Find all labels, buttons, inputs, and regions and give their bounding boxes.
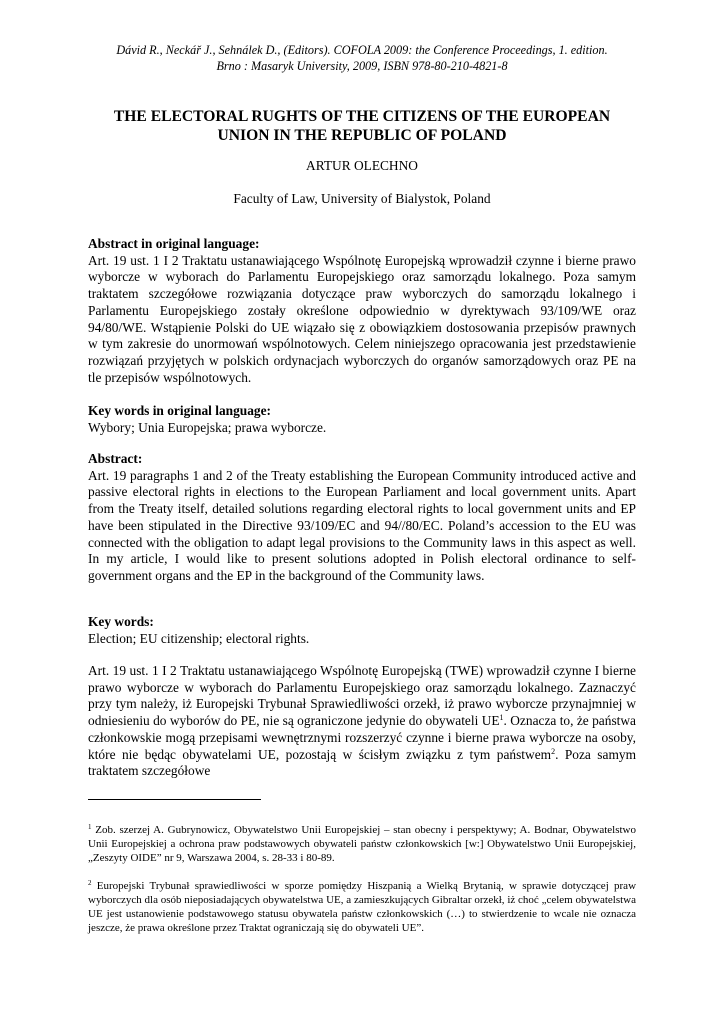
keywords-heading: Key words: bbox=[88, 614, 154, 629]
main-text-part-2: . Oznacza to, że państwa członkowskie mogą przepisami wewnętrznymi rozszerzyć czynne i bierne prawa wyborcze na osoby, które nie będąc obywatelami UE, pozostają w ścisłym związku z tym państwem bbox=[88, 713, 636, 762]
footnote-1-number: 1 bbox=[88, 823, 92, 831]
footnote-1-text: Zob. szerzej A. Gubrynowicz, Obywatelstwo Unii Europejskiej – stan obecny i perspektywy; A. Bodnar, Obywatelstwo Unii Europejskiej a ochrona praw podstawowych obywateli państw członkowskich [w:] Obywatelstwo Unii Europejskiej, „Zeszyty OIDE” nr 9, Warszawa 2004, s. 28-33 i 80-89. bbox=[88, 824, 636, 864]
citation-line-2: Brno : Masaryk University, 2009, ISBN 978-80-210-4821-8 bbox=[216, 59, 508, 73]
main-text-part-3: . Poza samym traktatem szczegółowe bbox=[88, 746, 636, 779]
citation-line-1: Dávid R., Neckář J., Sehnálek D., (Editors). COFOLA 2009: the Conference Proceedings, 1. edition. bbox=[116, 43, 608, 57]
keywords-section bbox=[88, 614, 636, 647]
footnote-2-text: Europejski Trybunał sprawiedliwości w sporze pomiędzy Hiszpanią a Wielką Brytanią, w sprawie dotyczącej praw wyborczych dla osób nieposiadających obywatelstwa UE, a zamieszkujących Gibraltar orzekł, iż choć „celem obywatelstwa UE jest ustanowienie podstawowego statusu obywatela państw członkowskich (…) to stwierdzenie to wcale nie oznacza jeszcze, że prawa określone przez Traktat ograniczają się do obywateli UE”. bbox=[88, 880, 637, 934]
main-text-part-1: Art. 19 ust. 1 I 2 Traktatu ustanawiającego Wspólnotę Europejską (TWE) wprowadził czynne I bierne prawo wyborcze w wyborach do Parlamentu Europejskiego oraz samorządu lokalnego. Zaznaczyć przy tym należy, iż Europejski Trybunał Sprawiedliwości orzekł, iż prawo wyborcze przynajmniej w odniesieniu do wyborów do PE, nie są ograniczone jedynie do obywateli UE bbox=[88, 663, 636, 729]
title-line-1: THE ELECTORAL RUGHTS OF THE CITIZENS OF THE EUROPEAN bbox=[113, 108, 611, 125]
keywords-original-heading: Key words in original language: bbox=[88, 403, 272, 418]
author-name: ARTUR OLECHNO bbox=[306, 158, 418, 173]
abstract-section bbox=[88, 451, 636, 585]
citation-header bbox=[60, 42, 664, 74]
abstract-original-section bbox=[88, 236, 636, 386]
main-paragraph bbox=[88, 663, 636, 780]
abstract-original-heading: Abstract in original language: bbox=[88, 236, 260, 251]
paper-title bbox=[70, 107, 654, 145]
author-affiliation: Faculty of Law, University of Bialystok, Poland bbox=[233, 191, 491, 206]
keywords-original-section bbox=[88, 403, 636, 436]
keywords-text: Election; EU citizenship; electoral rights. bbox=[88, 630, 310, 646]
abstract-text: Art. 19 paragraphs 1 and 2 of the Treaty establishing the European Community introduced active and passive electoral rights in elections to the European Parliament and local government units. Apart from the Treaty itself, detailed solutions regarding electoral rights to local government units and EP have been stipulated in the Directive 93/109/EC and 94//80/EC. Poland’s accession to the EU was connected with the obligation to adapt legal provisions to the Community laws in this aspect as well. In my article, I would like to present solutions adopted in Polish electoral ordinance to self-government organs and the EP in the background of the Community laws. bbox=[88, 467, 636, 583]
abstract-original-text: Art. 19 ust. 1 I 2 Traktatu ustanawiającego Wspólnotę Europejską wprowadził czynne i bierne prawo wyborcze w wyborach do Parlamentu Europejskiego oraz samorządu lokalnego. Poza samym traktatem szczegółowe rozwiązania dotyczące praw wyborczych do samorządu lokalnego i Parlamentu Europejskiego zostały określone odpowiednio w dyrektywach 93/109/WE oraz 94/80/WE. Wstąpienie Polski do UE wiązało się z obowiązkiem dostosowania przepisów prawnych w tym zakresie do unormowań wspólnotowych. Celem niniejszego opracowania jest przedstawienie rozwiązań przyjętych w polskich ordynacjach wyborczych do organów samorządowych oraz PE na tle przepisów wspólnotowych. bbox=[88, 252, 636, 385]
footnote-2-number: 2 bbox=[88, 879, 92, 887]
title-line-2: UNION IN THE REPUBLIC OF POLAND bbox=[217, 127, 507, 144]
footnote-separator bbox=[88, 799, 261, 800]
footnote-ref-1: 1 bbox=[499, 713, 504, 723]
footnote-1 bbox=[88, 823, 636, 865]
footnote-ref-2: 2 bbox=[551, 746, 556, 756]
footnote-2 bbox=[88, 879, 636, 935]
main-text-section bbox=[88, 663, 636, 780]
abstract-heading: Abstract: bbox=[88, 451, 143, 466]
keywords-original-text: Wybory; Unia Europejska; prawa wyborcze. bbox=[88, 419, 327, 435]
